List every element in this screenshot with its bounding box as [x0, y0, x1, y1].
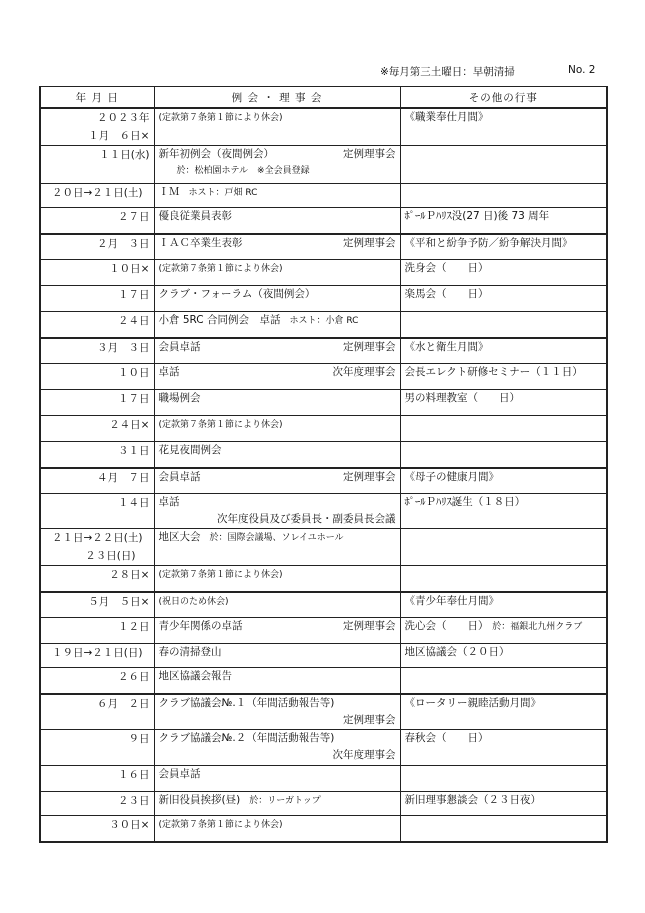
date-text: １６日: [118, 769, 150, 781]
date-cell: [40, 108, 154, 146]
event-meeting: 定例理事会: [343, 340, 396, 353]
event-text: (定款第７条第１節により休会): [158, 420, 283, 430]
other-cell: [400, 146, 607, 184]
event-text: 優良従業員表彰: [158, 210, 232, 222]
other-text: 《青少年奉仕月間》: [404, 594, 499, 607]
column-header-other: その他の行事: [400, 87, 607, 109]
event-line: [159, 529, 396, 546]
event-text: 職場例会: [158, 392, 201, 404]
date-cell: [40, 442, 154, 468]
other-cell: [400, 816, 607, 842]
table-row: [40, 108, 607, 146]
event-text: 花見夜間例会: [158, 444, 222, 456]
date-text: ２４日: [118, 315, 150, 327]
event-cell: [154, 146, 400, 184]
other-cell: [400, 338, 607, 364]
event-line-2: [159, 511, 396, 528]
event-line: [159, 442, 396, 459]
date-text: ２８日×: [109, 569, 150, 581]
event-line: [159, 184, 396, 201]
table-row: [40, 338, 607, 364]
event-line: [159, 416, 396, 433]
date-cell: [40, 146, 154, 184]
event-text: 新旧役員挨拶(昼): [158, 794, 241, 806]
event-cell: [154, 730, 400, 766]
event-meeting: 次年度理事会: [332, 366, 396, 378]
event-line: [159, 208, 396, 225]
table-row: [40, 286, 607, 312]
date-cell: [40, 364, 154, 390]
other-cell: [400, 416, 607, 442]
date-text: １２日: [118, 621, 150, 633]
event-text: 小倉 5RC 合同例会 卓話: [158, 314, 281, 326]
event-cell: [154, 184, 400, 208]
date-text: ４月 ７日: [97, 471, 150, 484]
event-line-2: [159, 712, 396, 729]
date-cell: [40, 816, 154, 842]
event-cell: [154, 694, 400, 730]
table-row: [40, 494, 607, 529]
table-row: [40, 644, 607, 668]
table-row: [40, 184, 607, 208]
date-text-2: ２３日(日): [85, 550, 136, 562]
event-cell: [154, 338, 400, 364]
event-text: (定款第７条第１節により休会): [158, 113, 283, 123]
event-line: [159, 286, 396, 303]
other-cell: [400, 792, 607, 816]
event-cell: [154, 566, 400, 592]
event-meeting: 次年度役員及び委員長・副委員長会議: [217, 513, 396, 525]
event-cell: [154, 108, 400, 146]
date-cell: [40, 286, 154, 312]
event-cell: [154, 792, 400, 816]
other-cell: [400, 390, 607, 416]
event-line: [159, 566, 396, 583]
date-cell: [40, 184, 154, 208]
date-text: ２４日×: [109, 419, 150, 431]
event-text: (定款第７条第１節により休会): [158, 264, 283, 274]
event-note: 於：国際会議場、ソレイユホール: [200, 533, 344, 543]
event-cell: [154, 312, 400, 338]
other-cell: [400, 766, 607, 792]
other-text: 春秋会（ 日）: [404, 732, 489, 744]
table-row: [40, 208, 607, 234]
other-cell: [400, 286, 607, 312]
event-text: クラブ・フォーラム（夜間例会）: [158, 288, 316, 300]
event-cell: [154, 364, 400, 390]
event-line: [159, 766, 396, 783]
table-row: [40, 390, 607, 416]
other-text: 洗心会（ 日）: [404, 620, 484, 632]
other-cell: [400, 184, 607, 208]
table-row: [40, 618, 607, 644]
date-text: ６月 ２日: [97, 697, 150, 710]
event-cell: [154, 416, 400, 442]
column-header-event: 例 会 ・ 理 事 会: [154, 87, 400, 109]
schedule-table: [39, 86, 608, 843]
event-cell: [154, 260, 400, 286]
date-cell: [40, 494, 154, 529]
table-row: [40, 668, 607, 694]
other-cell: [400, 108, 607, 146]
event-cell: [154, 644, 400, 668]
date-cell: [40, 208, 154, 234]
event-meeting: 定例理事会: [343, 236, 396, 249]
table-row: [40, 442, 607, 468]
event-note: 於：リーガトップ: [240, 796, 321, 806]
other-text: 新旧理事懇談会（２３日夜）: [404, 794, 541, 806]
table-row: [40, 468, 607, 494]
table-row: [40, 312, 607, 338]
event-line: [159, 235, 396, 252]
other-cell: [400, 260, 607, 286]
other-note: 於：福銀北九州クラブ: [483, 622, 583, 632]
event-text: (定款第７条第１節により休会): [158, 820, 283, 830]
date-text: １０日×: [109, 263, 150, 275]
date-text: ３１日: [118, 445, 150, 457]
event-line: [159, 109, 396, 126]
event-cell: [154, 208, 400, 234]
event-line: [159, 593, 396, 610]
event-line: [159, 364, 396, 381]
event-meeting: 定例理事会: [343, 713, 396, 726]
event-text: 卓話: [158, 496, 180, 508]
date-text: ２０２３年: [97, 112, 150, 124]
event-text: 会員卓話: [158, 768, 201, 780]
other-text: ﾎﾟｰﾙＰﾊﾘｽ誕生（１８日）: [404, 496, 526, 508]
event-text: 地区大会: [158, 531, 201, 543]
event-cell: [154, 494, 400, 529]
date-cell: [40, 766, 154, 792]
date-cell: [40, 260, 154, 286]
header-note: [380, 64, 600, 80]
event-text: (祝日のため休会): [158, 596, 229, 607]
other-cell: [400, 668, 607, 694]
other-cell: [400, 644, 607, 668]
event-line: [159, 668, 396, 685]
table-row: [40, 566, 607, 592]
other-text: 《職業奉仕月間》: [404, 111, 489, 123]
date-cell: [40, 668, 154, 694]
event-text: ＩＡＣ卒業生表彰: [158, 236, 243, 249]
date-cell: [40, 644, 154, 668]
other-text: 男の料理教室（ 日）: [404, 392, 520, 404]
event-line-2: [159, 747, 396, 764]
event-line: [159, 390, 396, 407]
date-text: ２６日: [118, 671, 150, 683]
event-line: [159, 644, 396, 661]
event-text: 会員卓話: [158, 470, 201, 483]
other-text: 《水と衛生月間》: [404, 340, 489, 353]
table-row: [40, 529, 607, 566]
event-text: クラブ協議会№.２（年間活動報告等): [158, 732, 335, 744]
event-meeting: 次年度理事会: [332, 749, 396, 761]
date-cell: [40, 468, 154, 494]
date-text: ５月 ５日×: [88, 595, 150, 608]
event-text: ＩＭ: [158, 186, 180, 198]
event-note: ホスト：戸畑 RC: [179, 188, 258, 198]
event-venue: 於：松柏園ホテル ※全会員登録: [176, 166, 310, 176]
date-text: １１日(水): [99, 149, 150, 161]
other-cell: [400, 618, 607, 644]
date-text: ２月 ３日: [97, 237, 150, 250]
table-row: [40, 416, 607, 442]
table-row: [40, 364, 607, 390]
event-text: 会員卓話: [158, 340, 201, 353]
event-line: [159, 816, 396, 833]
date-cell: [40, 234, 154, 260]
event-line: [159, 494, 396, 511]
date-cell: [40, 618, 154, 644]
date-text: １０日: [118, 367, 150, 379]
other-text: 楽馬会（ 日）: [404, 288, 489, 300]
table-row: [40, 792, 607, 816]
event-line: [159, 792, 396, 809]
event-line: [159, 260, 396, 277]
other-text: 洗身会（ 日）: [404, 262, 489, 274]
event-cell: [154, 529, 400, 566]
other-cell: [400, 442, 607, 468]
date-text: ３０日×: [109, 819, 150, 831]
table-row: [40, 260, 607, 286]
event-line: [159, 695, 396, 712]
table-row: [40, 234, 607, 260]
date-text: ２７日: [118, 211, 150, 223]
date-cell: [40, 529, 154, 566]
date-cell: [40, 730, 154, 766]
date-cell: [40, 566, 154, 592]
date-text: １４日: [118, 497, 150, 509]
date-text: １７日: [118, 393, 150, 405]
other-text: 地区協議会（２０日）: [404, 646, 510, 658]
date-text: ９日: [128, 733, 150, 745]
event-line: [159, 146, 396, 163]
table-row: [40, 766, 607, 792]
event-cell: [154, 766, 400, 792]
page-number: No. 2: [568, 64, 596, 76]
event-cell: [154, 442, 400, 468]
event-line: [159, 618, 396, 635]
column-header-date: 年 月 日: [40, 87, 154, 109]
event-cell: [154, 592, 400, 618]
date-text-2: １月 ６日×: [88, 130, 150, 142]
other-cell: [400, 694, 607, 730]
date-cell: [40, 416, 154, 442]
table-row: [40, 694, 607, 730]
event-cell: [154, 468, 400, 494]
other-cell: [400, 529, 607, 566]
date-text: ２３日: [118, 795, 150, 807]
date-cell: [40, 390, 154, 416]
event-line: [159, 312, 396, 329]
event-meeting: 定例理事会: [343, 620, 396, 632]
other-cell: [400, 234, 607, 260]
table-row: [40, 592, 607, 618]
event-cell: [154, 816, 400, 842]
event-meeting: 定例理事会: [343, 148, 396, 160]
table-row: [40, 146, 607, 184]
other-text: 《ロータリー親睦活動月間》: [404, 696, 541, 709]
other-cell: [400, 494, 607, 529]
date-cell: [40, 338, 154, 364]
table-header-row: [40, 87, 607, 109]
other-cell: [400, 592, 607, 618]
other-text: 《母子の健康月間》: [404, 470, 499, 483]
table-row: [40, 816, 607, 842]
table-row: [40, 730, 607, 766]
other-cell: [400, 468, 607, 494]
other-cell: [400, 208, 607, 234]
date-cell: [40, 694, 154, 730]
other-cell: [400, 312, 607, 338]
date-cell: [40, 312, 154, 338]
date-text: ２０日→２１日(土): [52, 187, 143, 199]
other-cell: [400, 566, 607, 592]
other-text: ﾎﾟｰﾙＰﾊﾘｽ没(27 日)後 73 周年: [404, 210, 550, 222]
other-text: 会長エレクト研修セミナー（１１日）: [404, 366, 583, 378]
schedule-body: [40, 108, 607, 842]
event-text: 青少年関係の卓話: [158, 620, 243, 632]
event-meeting: 定例理事会: [343, 470, 396, 483]
event-line: [159, 730, 396, 747]
header-note-text: ※毎月第三土曜日：早朝清掃: [380, 66, 515, 78]
date-text: ２１日→２２日(土): [52, 532, 143, 544]
other-text: 《平和と紛争予防／紛争解決月間》: [404, 236, 573, 249]
event-text: クラブ協議会№.１（年間活動報告等): [158, 696, 335, 709]
event-text: (定款第７条第１節により休会): [158, 570, 283, 580]
date-text: ３月 ３日: [97, 341, 150, 354]
event-cell: [154, 668, 400, 694]
event-line: [159, 469, 396, 486]
event-cell: [154, 234, 400, 260]
event-cell: [154, 618, 400, 644]
event-text: 卓話: [158, 366, 180, 378]
event-line: [159, 339, 396, 356]
event-cell: [154, 390, 400, 416]
event-cell: [154, 286, 400, 312]
date-cell: [40, 592, 154, 618]
event-text: 春の清掃登山: [158, 646, 222, 658]
date-text: １９日→２１日(日): [52, 647, 143, 659]
event-note: ホスト：小倉 RC: [280, 316, 359, 326]
event-text: 新年初例会（夜間例会）: [158, 148, 274, 160]
other-cell: [400, 730, 607, 766]
other-cell: [400, 364, 607, 390]
event-text: 地区協議会報告: [158, 670, 232, 682]
date-text: １７日: [118, 289, 150, 301]
date-cell: [40, 792, 154, 816]
